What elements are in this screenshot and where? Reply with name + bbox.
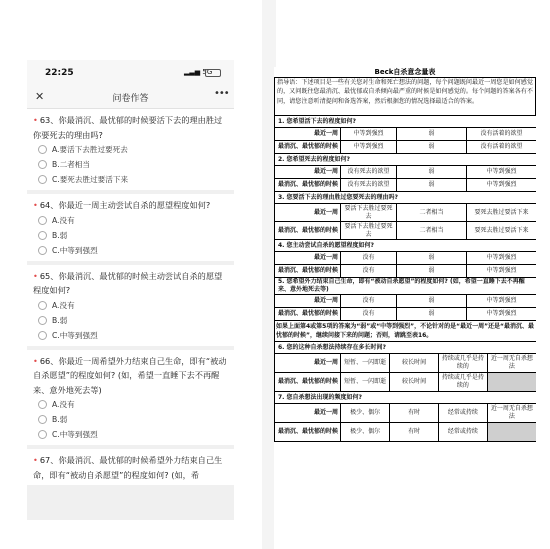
answer-cell: 没有: [341, 252, 397, 265]
answer-cell: 极少、偶尔: [341, 423, 390, 441]
option-label: A.没有: [52, 400, 75, 409]
answer-cell: 经常或持续: [439, 423, 488, 441]
radio-icon[interactable]: [38, 246, 47, 255]
more-icon[interactable]: •••: [214, 88, 229, 99]
option-label: C.中等到强烈: [52, 430, 98, 439]
option-label: B.弱: [52, 230, 68, 240]
radio-icon[interactable]: [38, 400, 47, 409]
answer-cell: 中等到强烈: [467, 252, 537, 265]
row-label-recent: 最近一周: [275, 404, 341, 423]
option-label: A.没有: [52, 300, 75, 310]
answer-cell: 没有: [341, 308, 397, 321]
question-card: [27, 109, 234, 194]
question-card: [27, 265, 234, 350]
question-text: [33, 354, 228, 398]
answer-cell: 有时: [390, 404, 439, 422]
battery-icon: [205, 69, 221, 77]
answer-cell: 较长时间: [390, 354, 439, 372]
row-label-recent: 最近一周: [275, 295, 341, 308]
answer-cell: 中等到强烈: [341, 128, 397, 141]
question-text: [33, 269, 228, 298]
required-marker: •: [33, 355, 38, 366]
radio-icon[interactable]: [38, 175, 47, 184]
answer-cell: 弱: [397, 252, 467, 265]
question-text: [33, 453, 228, 482]
answer-option[interactable]: [33, 412, 228, 427]
section-title: 4. 您主动尝试自杀的愿望程度如何?: [275, 240, 537, 252]
answer-cell: 二者相当: [397, 204, 467, 222]
answer-cell: 没有活着的欲望: [467, 141, 537, 154]
instructions: 指导语：下述项目是一些有关您对生命和死亡想法的问题，每个问题既问最近一周您是如何感觉的，又问既往您最消沉、最忧郁或自杀倾向最严重的时候是如何感觉的。每个问题的答案各有不同，请您注意听清提问和备选答案，然后根据您的情况选择最适合的答案。: [274, 77, 536, 115]
answer-option[interactable]: [33, 172, 228, 187]
row-label-recent: 最近一周: [275, 128, 341, 141]
answer-cell: 弱: [397, 265, 467, 278]
question-text: [33, 113, 228, 142]
signal-icon: ▂▃▅ 5G: [184, 68, 213, 76]
answer-option[interactable]: [33, 313, 228, 328]
required-marker: •: [33, 200, 38, 210]
answer-option[interactable]: [33, 228, 228, 243]
answer-cell: 没有死去的欲望: [341, 166, 397, 179]
radio-icon[interactable]: [38, 415, 47, 424]
radio-icon[interactable]: [38, 301, 47, 310]
section-title: 7. 您自杀想法出现的频度如何?: [275, 392, 537, 404]
question-label: 64、你最近一周主动尝试自杀的愿望程度如何?: [39, 200, 211, 210]
required-marker: •: [33, 455, 38, 465]
answer-cell: 弱: [397, 141, 467, 154]
answer-option[interactable]: [33, 213, 228, 228]
question-label: 63、你最消沉、最忧郁的时候要活下去的理由胜过你要死去的理由吗?: [33, 115, 223, 140]
document-title: Beck自杀意念量表: [374, 68, 436, 76]
status-bar: [27, 60, 234, 86]
status-time: 22:25: [45, 68, 74, 78]
answer-cell: 有时: [390, 423, 439, 441]
option-label: B.二者相当: [52, 160, 90, 169]
close-icon[interactable]: ✕: [35, 90, 45, 103]
radio-icon[interactable]: [38, 160, 47, 169]
row-label-worst: 最消沉、最忧郁的时候: [275, 222, 341, 240]
answer-cell: 弱: [397, 166, 467, 179]
answer-cell: 弱: [397, 295, 467, 308]
skip-instruction: 如果上面第4或第5项的答案为“弱”或“中等到强烈”，不论针对的是“最近一周”还是“最消沉、最忧郁的时候”，继续问接下来的问题；否则，请跳至表16。: [275, 321, 537, 342]
row-label-recent: 最近一周: [275, 354, 341, 373]
answer-cell: [487, 373, 536, 391]
answer-subtable: [341, 354, 536, 372]
question-card: [27, 350, 234, 450]
section-title: 1. 您希望活下去的程度如何?: [275, 116, 537, 128]
required-marker: •: [33, 115, 38, 125]
row-label-worst: 最消沉、最忧郁的时候: [275, 265, 341, 278]
option-label: C.要死去胜过要活下来: [52, 175, 129, 184]
section-title: 2. 您希望死去的程度如何?: [275, 154, 537, 166]
question-text: [33, 198, 228, 213]
section-title: 5. 您希望外力结束自己生命，即有“被动自杀愿望”的程度如何? (如，希望一直睡下去不再醒来、意外地死去等): [275, 278, 537, 295]
row-label-recent: 最近一周: [275, 252, 341, 265]
answer-cell: 中等到强烈: [341, 141, 397, 154]
answer-subtable: [341, 373, 536, 391]
row-label-recent: 最近一周: [275, 166, 341, 179]
answer-option[interactable]: [33, 427, 228, 442]
answer-option[interactable]: [33, 298, 228, 313]
option-label: A.没有: [52, 215, 75, 225]
answer-cell: 持续或几乎是持续的: [439, 373, 488, 391]
answer-option[interactable]: [33, 397, 228, 412]
radio-icon[interactable]: [38, 430, 47, 439]
answer-cell: 二者相当: [397, 222, 467, 240]
answer-option[interactable]: [33, 142, 228, 157]
beck-scale-document: [274, 67, 536, 549]
row-label-worst: 最消沉、最忧郁的时候: [275, 373, 341, 392]
question-card: [27, 194, 234, 265]
answer-cell: 要活下去胜过要死去: [341, 204, 397, 222]
answer-cell: 中等到强烈: [467, 295, 537, 308]
question-label: 67、你最消沉、最忧郁的时候希望外力结束自己生命，即有“被动自杀愿望”的程度如何? (如，希: [33, 455, 223, 480]
radio-icon[interactable]: [38, 316, 47, 325]
answer-cell: 近一周无自杀想法: [487, 404, 536, 422]
question-card: [27, 449, 234, 489]
answer-cell: 短暂、一闪即逝: [341, 373, 390, 391]
option-label: B.弱: [52, 415, 68, 424]
question-label: 65、你最消沉、最忧郁的时候主动尝试自杀的愿望程度如何?: [33, 270, 223, 295]
answer-group: [341, 404, 537, 423]
answer-group: [341, 373, 537, 392]
network-label: 5G: [202, 68, 213, 76]
answer-subtable: [341, 423, 536, 441]
page-title: 问卷作答: [112, 94, 149, 104]
answer-cell: 没有活着的欲望: [467, 128, 537, 141]
answer-group: [341, 423, 537, 442]
answer-cell: 经常或持续: [439, 404, 488, 422]
answer-cell: [487, 423, 536, 441]
answer-cell: 中等到强烈: [467, 308, 537, 321]
answer-cell: 没有: [341, 265, 397, 278]
answer-cell: 要死去胜过要活下来: [467, 222, 537, 240]
row-label-worst: 最消沉、最忧郁的时候: [275, 141, 341, 154]
section-title: 6. 您的这种自杀想法持续存在多长时间?: [275, 342, 537, 354]
radio-icon[interactable]: [38, 231, 47, 240]
row-label-recent: 最近一周: [275, 204, 341, 222]
option-label: B.弱: [52, 315, 68, 325]
answer-cell: 较长时间: [390, 373, 439, 391]
section-title: 3. 您要活下去的理由胜过您要死去的理由吗?: [275, 192, 537, 204]
required-marker: •: [33, 270, 38, 281]
option-label: A.要活下去胜过要死去: [52, 145, 128, 154]
phone-screenshot: [27, 60, 234, 520]
answer-option[interactable]: [33, 157, 228, 172]
answer-cell: 极少、偶尔: [341, 404, 390, 422]
answer-cell: 没有: [341, 295, 397, 308]
answer-cell: 持续或几乎是持续的: [439, 354, 488, 372]
answer-subtable: [341, 404, 536, 422]
scale-table: [274, 115, 536, 442]
answer-cell: 弱: [397, 308, 467, 321]
answer-cell: 中等到强烈: [467, 179, 537, 192]
radio-icon[interactable]: [38, 216, 47, 225]
answer-cell: 中等到强烈: [467, 166, 537, 179]
answer-cell: 短暂、一闪即逝: [341, 354, 390, 372]
answer-cell: 弱: [397, 179, 467, 192]
row-label-worst: 最消沉、最忧郁的时候: [275, 308, 341, 321]
option-label: C.中等到强烈: [52, 330, 98, 340]
question-label: 66、你最近一周希望外力结束自己生命，即有“被动自杀愿望”的程度如何? (如，希望一直睡下去不再醒来、意外地死去等): [33, 355, 227, 395]
option-label: C.中等到强烈: [52, 245, 98, 255]
answer-cell: 中等到强烈: [467, 265, 537, 278]
question-list: [27, 109, 234, 489]
row-label-worst: 最消沉、最忧郁的时候: [275, 179, 341, 192]
answer-cell: 要活下去胜过要死去: [341, 222, 397, 240]
answer-option[interactable]: [33, 243, 228, 258]
answer-option[interactable]: [33, 328, 228, 343]
answer-cell: 没有死去的欲望: [341, 179, 397, 192]
nav-bar: [27, 86, 234, 109]
answer-cell: 要死去胜过要活下来: [467, 204, 537, 222]
row-label-worst: 最消沉、最忧郁的时候: [275, 423, 341, 442]
answer-cell: 近一周无自杀想法: [487, 354, 536, 372]
answer-cell: 弱: [397, 128, 467, 141]
answer-group: [341, 354, 537, 373]
radio-icon[interactable]: [38, 331, 47, 340]
radio-icon[interactable]: [38, 145, 47, 154]
